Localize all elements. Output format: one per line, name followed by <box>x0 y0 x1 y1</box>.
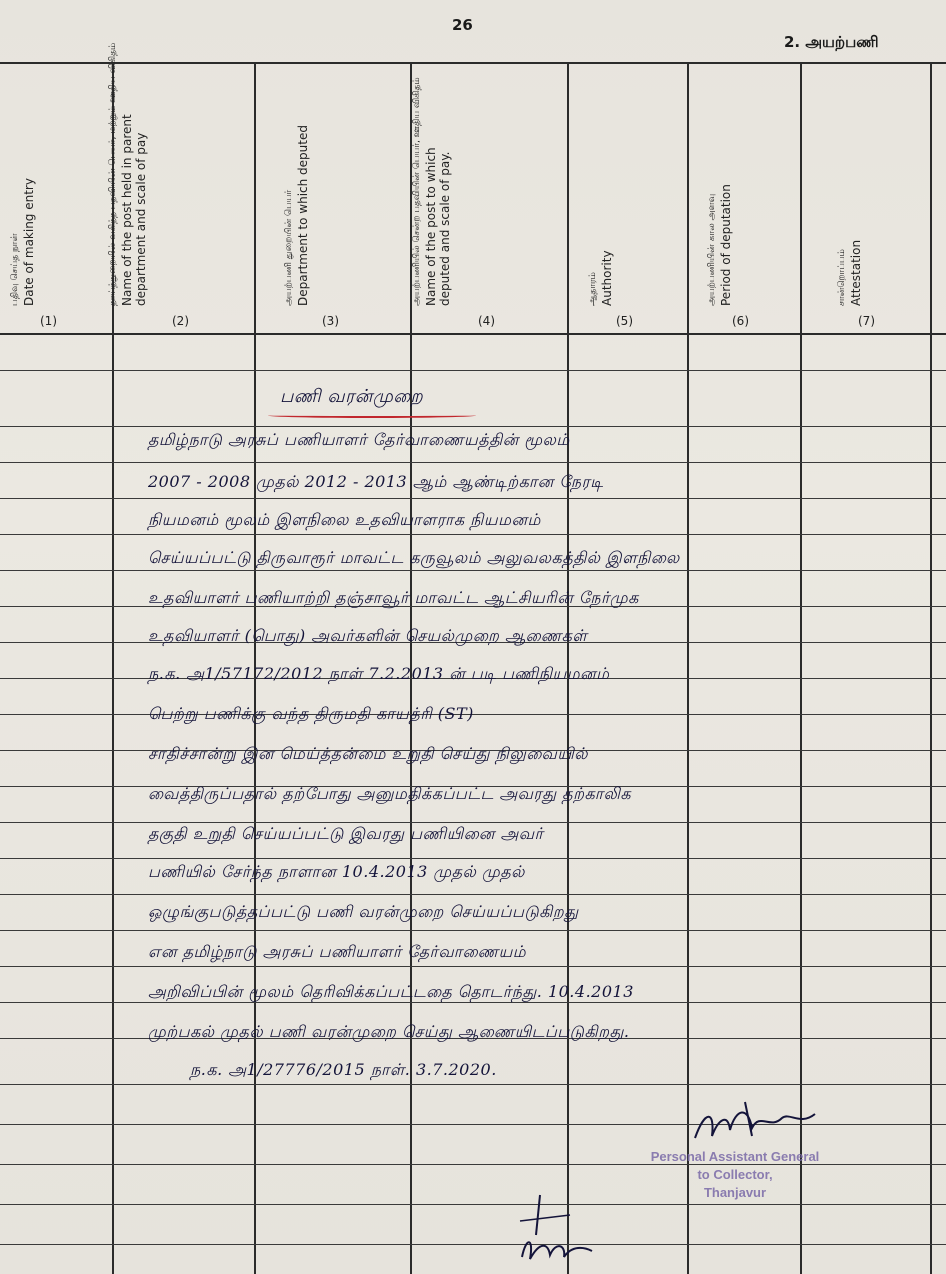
column-header-4 <box>412 70 567 332</box>
column-number: (6) <box>732 314 749 328</box>
stamp-line: Thanjavur <box>703 1185 767 1200</box>
entry-line: தமிழ்நாடு அரசுப் பணியாளர் தேர்வாணையத்தின் மூலம் <box>148 430 570 449</box>
column-header-english: Authority <box>600 250 614 306</box>
column-header-english: Department to which deputed <box>296 125 310 306</box>
ruled-line <box>0 534 946 535</box>
column-number: (1) <box>40 314 57 328</box>
column-header-7 <box>837 70 930 332</box>
column-header-1 <box>10 70 112 332</box>
column-header-3 <box>284 70 410 332</box>
ruled-line <box>0 966 946 967</box>
column-divider <box>687 62 689 1274</box>
column-header-2 <box>108 42 254 332</box>
column-header-5 <box>588 70 687 332</box>
column-divider <box>930 62 932 1274</box>
column-header-tamil: அயற்பணியின் கால அளவு <box>707 193 717 306</box>
column-header-tamil: தாய்த்துறையில் வகித்த பதவியின் பெயர், மற்றும் ஊதிய விகிதம் <box>108 42 118 306</box>
entry-line: ந.க. அ1/27776/2015 நாள். 3.7.2020. <box>190 1060 497 1079</box>
section-title: 2. அயற்பணி <box>784 33 879 51</box>
column-number: (2) <box>172 314 189 328</box>
column-header-tamil: பதிவு செய்த நாள் <box>10 233 20 306</box>
column-header-english: Name of the post held in parent <box>120 114 134 306</box>
column-header-english: deputed and scale of pay. <box>438 151 452 306</box>
ruled-line <box>0 858 946 859</box>
column-header-tamil: சான்றொப்பம் <box>837 249 847 306</box>
entry-line: முற்பகல் முதல் பணி வரன்முறை செய்து ஆணையிடப்படுகிறது. <box>148 1022 630 1041</box>
entry-line: ந.க. அ1/57172/2012 நாள் 7.2.2013 ன் படி பணிநியமனம் <box>148 664 610 683</box>
ruled-line <box>0 570 946 571</box>
stamp-line: Personal Assistant General <box>650 1149 820 1164</box>
entry-line: சாதிச்சான்று இன மெய்த்தன்மை உறுதி செய்து நிலுவையில் <box>148 744 589 763</box>
column-header-tamil: ஆதாரம் <box>588 272 598 306</box>
ruled-line <box>0 1084 946 1085</box>
column-number: (7) <box>858 314 875 328</box>
column-header-english: Attestation <box>849 239 863 306</box>
header-bottom-line <box>0 333 946 335</box>
ruled-line <box>0 462 946 463</box>
ruled-line <box>0 498 946 499</box>
entry-line: என தமிழ்நாடு அரசுப் பணியாளர் தேர்வாணையம் <box>148 942 527 961</box>
entry-heading: பணி வரன்முறை <box>280 386 424 407</box>
entry-line: நியமனம் மூலம் இளநிலை உதவியாளராக நியமனம் <box>148 510 541 529</box>
entry-line: தகுதி உறுதி செய்யப்பட்டு இவரது பணியினை அவர் <box>148 824 544 843</box>
ruled-line <box>0 894 946 895</box>
entry-line: உதவியாளர் பணியாற்றி தஞ்சாவூர் மாவட்ட ஆட்சியரின் நேர்முக <box>148 588 639 607</box>
entry-line: பணியில் சேர்ந்த நாளான 10.4.2013 முதல் முதல் <box>148 862 525 881</box>
entry-line: வைத்திருப்பதால் தற்போது அனுமதிக்கப்பட்ட அவரது தற்காலிக <box>148 784 632 803</box>
entry-line: பெற்று பணிக்கு வந்த திருமதி காயத்ரி (ST) <box>148 704 474 723</box>
column-header-tamil: அயற்பணி துறையின் பெயர் <box>284 189 294 306</box>
column-number: (4) <box>478 314 495 328</box>
column-number: (3) <box>322 314 339 328</box>
stamp-line: to Collector, <box>697 1167 773 1182</box>
column-header-english: Name of the post to which <box>424 147 438 306</box>
ruled-line <box>0 822 946 823</box>
heading-underline <box>268 413 476 418</box>
column-header-english: Date of making entry <box>22 178 36 306</box>
entry-line: 2007 - 2008 முதல் 2012 - 2013 ஆம் ஆண்டிற்கான நேரடி <box>148 472 604 491</box>
ruled-line <box>0 930 946 931</box>
column-number: (5) <box>616 314 633 328</box>
column-header-tamil: அயற்பணியில் சென்ற பதவியின் பெயர், ஊதிய விகிதம் <box>412 77 422 306</box>
ruled-line <box>0 426 946 427</box>
entry-line: உதவியாளர் (பொது) அவர்களின் செயல்முறை ஆணைகள் <box>148 626 588 645</box>
entry-line: ஒழுங்குபடுத்தப்பட்டு பணி வரன்முறை செய்யப்படுகிறது <box>148 902 579 921</box>
ruled-line <box>0 1204 946 1205</box>
initials-mark <box>500 1185 600 1265</box>
entry-line: செய்யப்பட்டு திருவாரூர் மாவட்ட கருவூலம் அலுவலகத்தில் இளநிலை <box>148 548 680 567</box>
office-stamp <box>610 1148 860 1202</box>
signature <box>690 1100 820 1150</box>
ruled-line <box>0 370 946 371</box>
column-header-english: department and scale of pay <box>134 132 148 306</box>
ruled-line <box>0 1244 946 1245</box>
column-header-english: Period of deputation <box>719 184 733 306</box>
column-divider <box>800 62 802 1274</box>
column-header-6 <box>707 70 800 332</box>
entry-line: அறிவிப்பின் மூலம் தெரிவிக்கப்பட்டதை தொடர்ந்து. 10.4.2013 <box>148 982 634 1001</box>
page-number: 26 <box>452 16 473 34</box>
